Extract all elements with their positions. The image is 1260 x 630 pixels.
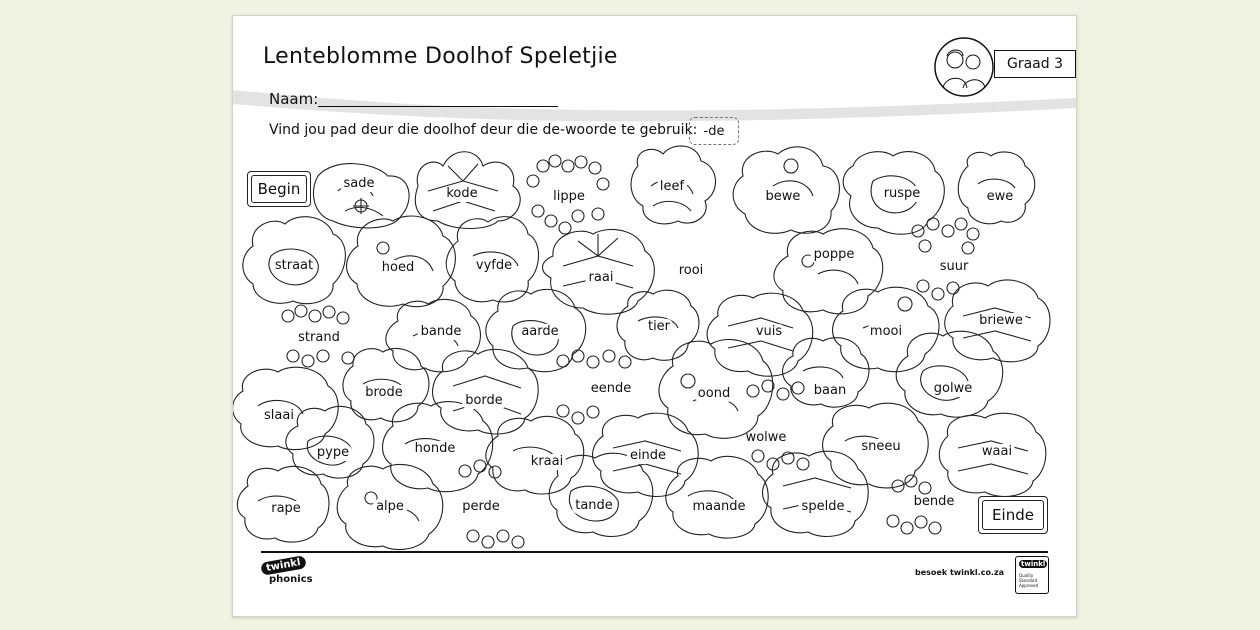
flower-ewe xyxy=(958,152,1035,224)
flower-borde xyxy=(433,349,539,434)
word-pype[interactable]: pype xyxy=(314,445,352,461)
footer-divider xyxy=(261,551,1048,553)
word-aarde[interactable]: aarde xyxy=(518,324,561,340)
word-baan[interactable]: baan xyxy=(811,383,849,399)
word-maande[interactable]: maande xyxy=(689,499,748,515)
word-raai[interactable]: raai xyxy=(586,270,617,286)
flower-poppe xyxy=(774,229,883,314)
word-sneeu[interactable]: sneeu xyxy=(858,439,903,455)
word-mooi[interactable]: mooi xyxy=(867,324,905,340)
word-spelde[interactable]: spelde xyxy=(799,499,848,515)
word-brode[interactable]: brode xyxy=(362,385,406,401)
word-golwe[interactable]: golwe xyxy=(931,381,975,397)
instruction-text: Vind jou pad deur die doolhof deur die de-woorde te gebruik: xyxy=(269,122,698,138)
word-leef[interactable]: leef xyxy=(657,179,687,195)
word-ewe[interactable]: ewe xyxy=(984,189,1017,205)
word-alpe[interactable]: alpe xyxy=(373,499,407,515)
word-wolwe[interactable]: wolwe xyxy=(745,430,787,445)
flower-maze xyxy=(233,16,1076,616)
word-poppe[interactable]: poppe xyxy=(811,247,858,263)
word-oond[interactable]: oond xyxy=(695,386,733,402)
flower-spelde xyxy=(763,451,869,536)
word-bende[interactable]: bende xyxy=(913,494,955,509)
word-tande[interactable]: tande xyxy=(572,498,616,514)
word-strand[interactable]: strand xyxy=(298,330,340,345)
word-sade[interactable]: sade xyxy=(341,176,378,192)
twinkl-phonics-logo: twinkl phonics xyxy=(261,559,321,593)
word-perde[interactable]: perde xyxy=(462,499,500,514)
worksheet xyxy=(232,15,1077,617)
flower-maande xyxy=(666,456,768,538)
name-label: Naam: xyxy=(269,90,319,108)
grade-badge: Graad 3 xyxy=(994,50,1076,78)
word-kode[interactable]: kode xyxy=(443,186,480,202)
word-hoed[interactable]: hoed xyxy=(379,260,417,276)
word-borde[interactable]: borde xyxy=(462,393,506,409)
word-bewe[interactable]: bewe xyxy=(763,189,804,205)
word-vyfde[interactable]: vyfde xyxy=(473,258,515,274)
word-waai[interactable]: waai xyxy=(979,444,1015,460)
page-title: Lenteblomme Doolhof Speletjie xyxy=(263,44,618,69)
begin-box[interactable]: Begin xyxy=(247,171,311,207)
word-eende[interactable]: eende xyxy=(590,381,632,396)
website-link[interactable]: besoek twinkl.co.za xyxy=(915,568,1005,577)
flower-wolwe xyxy=(747,380,809,470)
word-vuis[interactable]: vuis xyxy=(753,324,785,340)
word-rooi[interactable]: rooi xyxy=(678,263,704,278)
word-ruspe[interactable]: ruspe xyxy=(881,186,924,202)
word-rape[interactable]: rape xyxy=(268,501,304,517)
end-box[interactable]: Einde xyxy=(978,496,1048,534)
word-suur[interactable]: suur xyxy=(939,259,969,274)
word-tier[interactable]: tier xyxy=(645,319,673,335)
word-lippe[interactable]: lippe xyxy=(550,189,588,205)
flower-golwe xyxy=(896,331,1002,417)
word-briewe[interactable]: briewe xyxy=(976,313,1026,329)
word-straat[interactable]: straat xyxy=(272,258,316,274)
word-kraai[interactable]: kraai xyxy=(528,454,566,470)
word-slaai[interactable]: slaai xyxy=(261,408,297,424)
quality-badge-logo: twinkl Quality Standard Approved xyxy=(1015,556,1049,594)
flower-sade xyxy=(313,164,409,228)
suffix-box: -de xyxy=(689,117,739,145)
word-bande[interactable]: bande xyxy=(418,324,465,340)
word-einde[interactable]: einde xyxy=(627,448,669,464)
word-honde[interactable]: honde xyxy=(412,441,459,457)
